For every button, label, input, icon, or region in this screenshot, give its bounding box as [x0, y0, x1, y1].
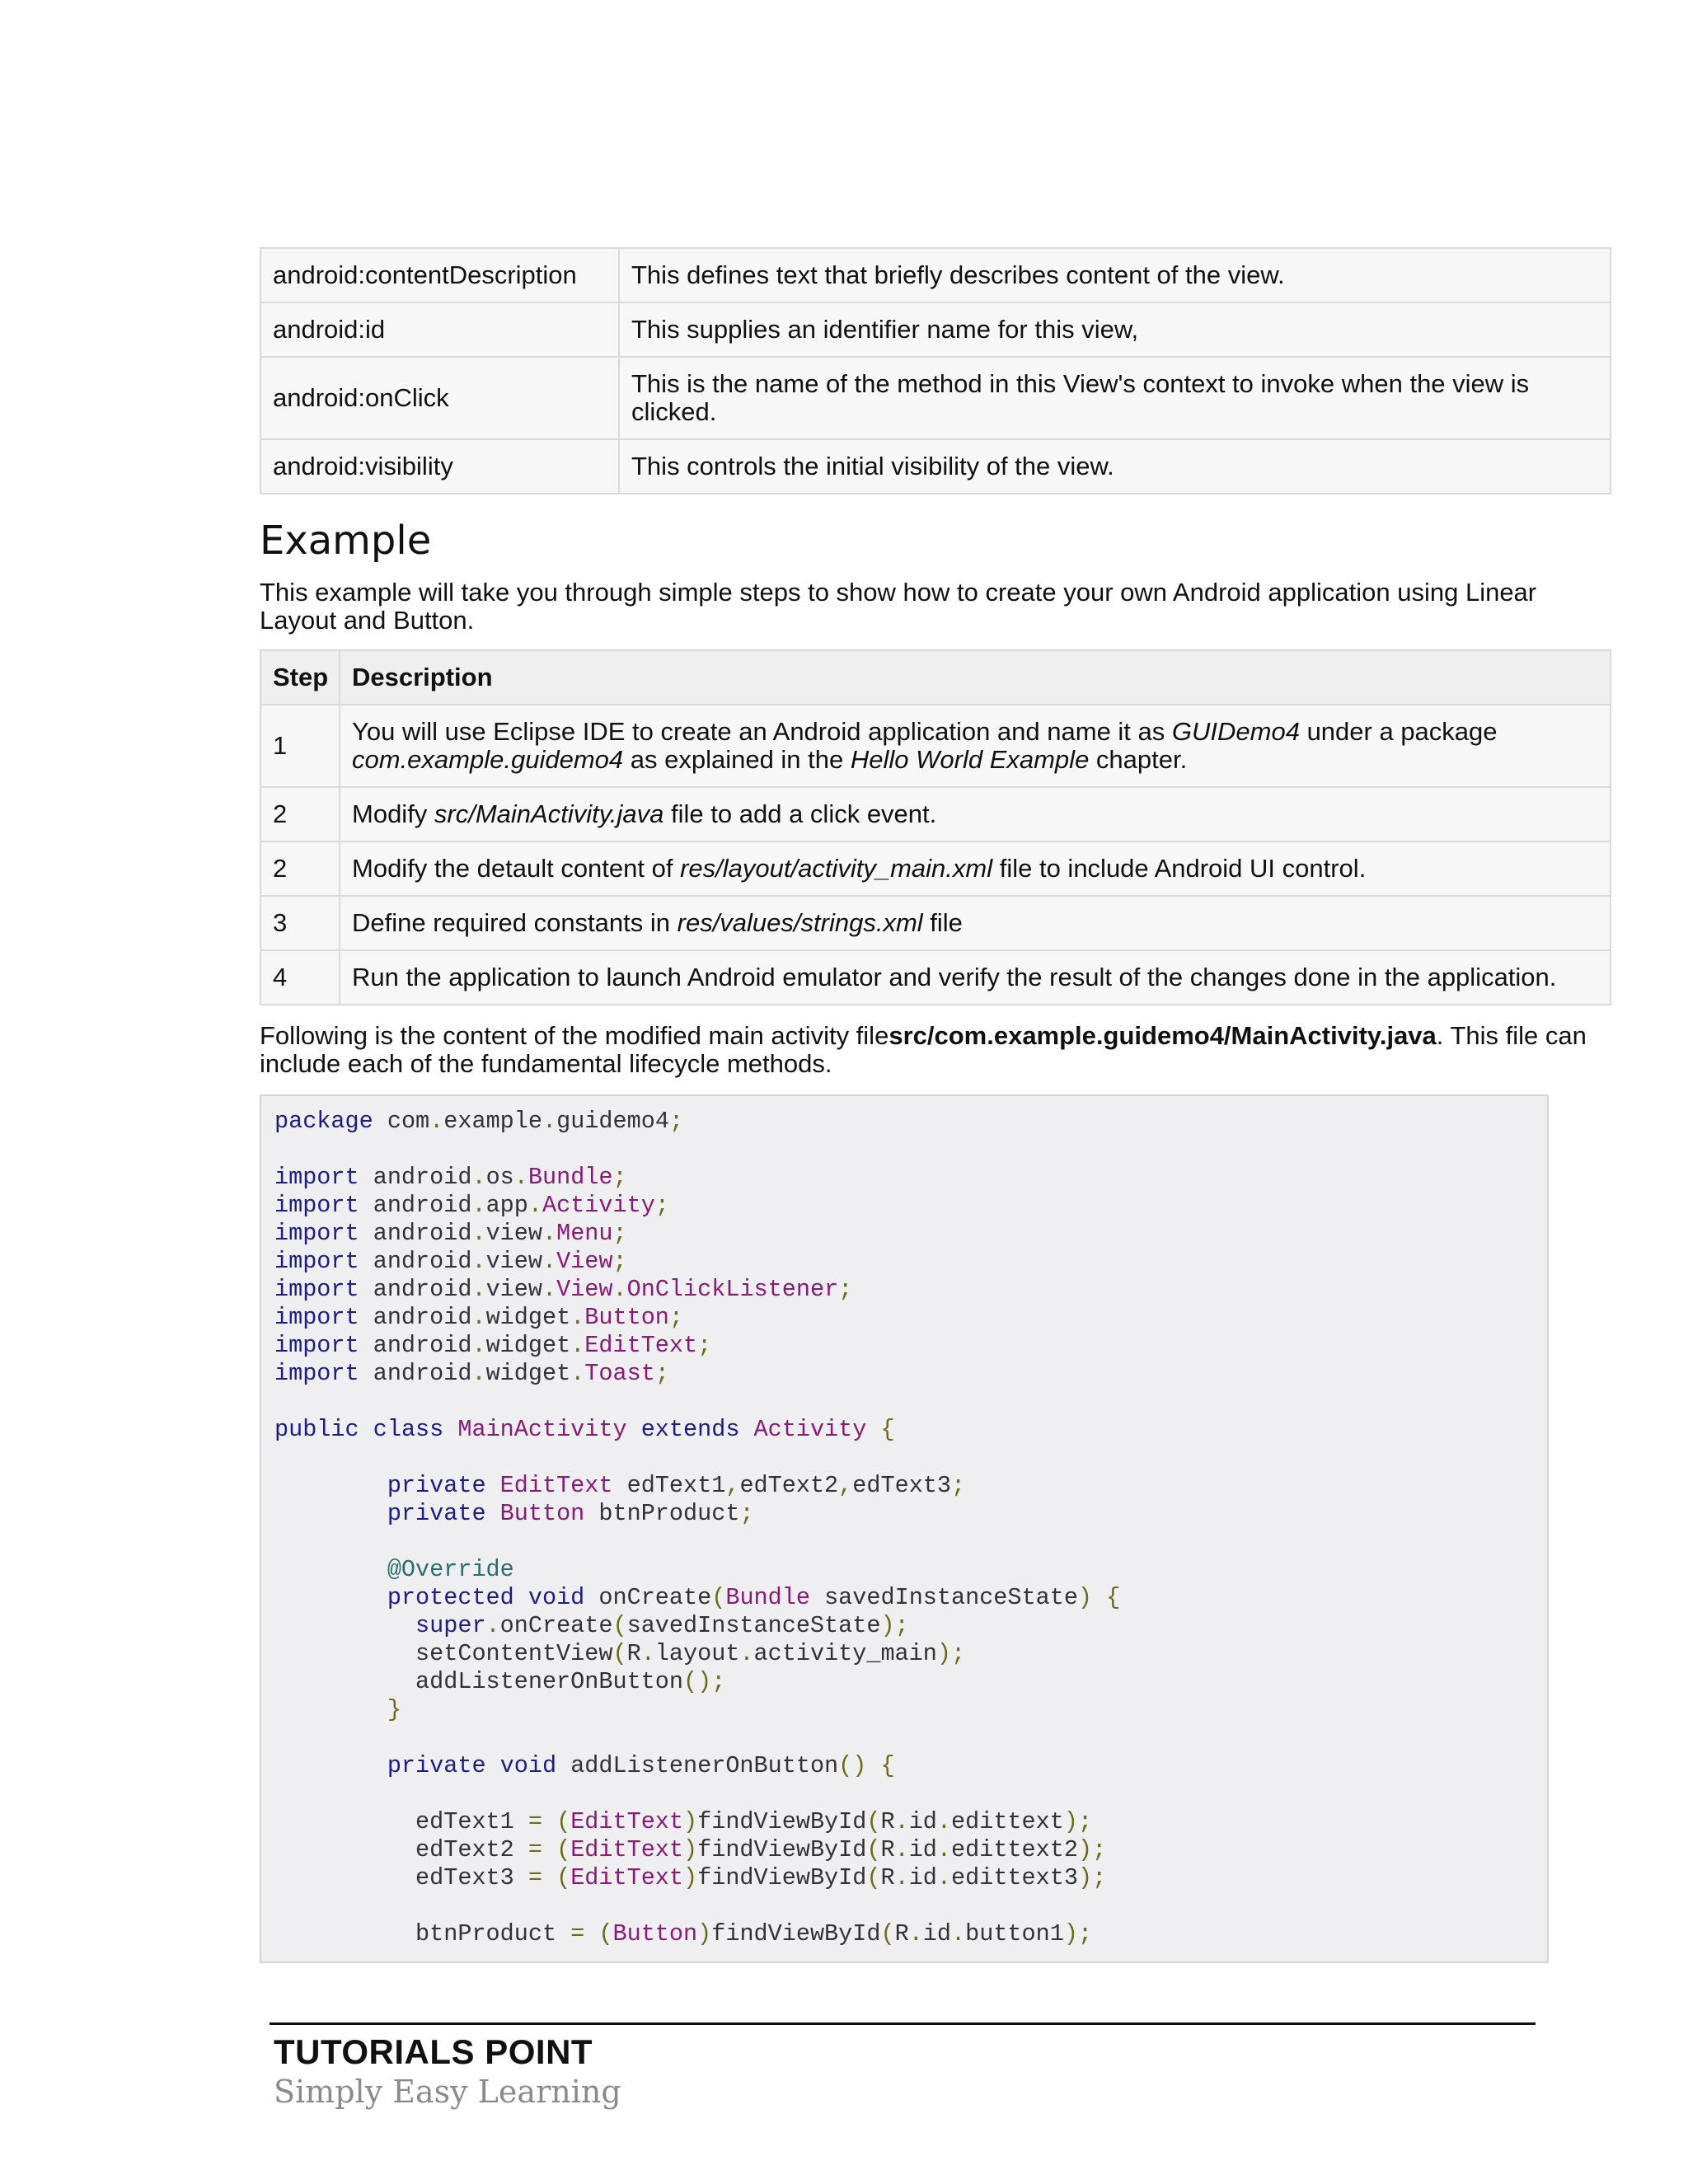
- code-line: [274, 1724, 1534, 1752]
- header-description: Description: [340, 650, 1611, 705]
- code-line: import android.widget.Button;: [274, 1304, 684, 1331]
- step-description: Define required constants in res/values/strings.xml file: [340, 896, 1611, 950]
- attr-desc: This supplies an identifier name for this view,: [619, 302, 1611, 357]
- step-number: 2: [260, 787, 340, 841]
- step-description: You will use Eclipse IDE to create an Android application and name it as GUIDemo4 under a package com.example.guidemo4 as explained in the Hello World Example chapter.: [340, 705, 1611, 787]
- code-line: [274, 1388, 1534, 1416]
- page-content: [260, 247, 1611, 1963]
- code-line: protected void onCreate(Bundle savedInstanceState) {: [387, 1584, 1121, 1611]
- attributes-table: [260, 247, 1611, 494]
- footer-brand: TUTORIALS POINT: [274, 2032, 593, 2071]
- file-path: src/com.example.guidemo4/MainActivity.java: [889, 1021, 1437, 1050]
- header-step: Step: [260, 650, 340, 705]
- table-row: [260, 705, 1611, 787]
- step-description: Run the application to launch Android emulator and verify the result of the changes done in the application.: [340, 950, 1611, 1005]
- table-row: [260, 439, 1611, 494]
- table-row: [260, 896, 1611, 950]
- code-line: edText2 = (EditText)findViewById(R.id.edittext2);: [274, 1836, 1107, 1863]
- table-row: [260, 841, 1611, 896]
- code-line: private void addListenerOnButton() {: [387, 1752, 895, 1779]
- code-line: [274, 1444, 1534, 1472]
- code-line: [274, 1780, 1534, 1808]
- step-number: 1: [260, 705, 340, 787]
- code-line: [274, 1892, 1534, 1920]
- code-intro-paragraph: Following is the content of the modified main activity filesrc/com.example.guidemo4/MainActivity.java. This file can include each of the fundamental lifecycle methods.: [260, 1021, 1587, 1078]
- intro-paragraph: This example will take you through simple steps to show how to create your own Android application using Linear Layout and Button.: [260, 578, 1537, 635]
- attr-desc: This defines text that briefly describes content of the view.: [619, 248, 1611, 302]
- code-line: setContentView(R.layout.activity_main);: [274, 1640, 966, 1667]
- step-number: 4: [260, 950, 340, 1005]
- table-row: [260, 248, 1611, 302]
- table-row: [260, 357, 1611, 439]
- section-heading: Example: [260, 518, 432, 564]
- table-row: [260, 302, 1611, 357]
- code-line: edText3 = (EditText)findViewById(R.id.edittext3);: [274, 1864, 1107, 1891]
- code-line: [274, 1528, 1534, 1556]
- attr-name: android:visibility: [260, 439, 619, 494]
- steps-table: [260, 649, 1611, 1005]
- step-description: Modify src/MainActivity.java file to add a click event.: [340, 787, 1611, 841]
- step-description: Modify the detault content of res/layout/activity_main.xml file to include Android UI control.: [340, 841, 1611, 896]
- table-row: [260, 950, 1611, 1005]
- code-line: super.onCreate(savedInstanceState);: [415, 1612, 909, 1639]
- code-line: import android.os.Bundle;: [274, 1164, 627, 1191]
- code-line: private EditText edText1,edText2,edText3;: [387, 1472, 966, 1499]
- code-line: import android.view.View;: [274, 1248, 627, 1275]
- table-header-row: [260, 650, 1611, 705]
- code-line: }: [387, 1696, 401, 1723]
- code-line: @Override: [387, 1556, 514, 1583]
- code-line: package com.example.guidemo4;: [274, 1108, 684, 1135]
- attr-desc: This controls the initial visibility of the view.: [619, 439, 1611, 494]
- step-number: 2: [260, 841, 340, 896]
- attr-name: android:contentDescription: [260, 248, 619, 302]
- code-line: import android.widget.EditText;: [274, 1332, 712, 1359]
- table-row: [260, 787, 1611, 841]
- code-line: edText1 = (EditText)findViewById(R.id.edittext);: [274, 1808, 1093, 1835]
- attr-desc: This is the name of the method in this View's context to invoke when the view is clicked.: [619, 357, 1611, 439]
- code-line: addListenerOnButton();: [274, 1668, 726, 1695]
- code-line: [274, 1136, 1534, 1164]
- step-number: 3: [260, 896, 340, 950]
- footer-tagline: Simply Easy Learning: [274, 2074, 621, 2110]
- attr-name: android:onClick: [260, 357, 619, 439]
- code-line: btnProduct = (Button)findViewById(R.id.button1);: [274, 1920, 1093, 1947]
- code-line: import android.view.View.OnClickListener;: [274, 1276, 853, 1303]
- code-line: import android.widget.Toast;: [274, 1360, 669, 1387]
- code-block: [260, 1094, 1549, 1963]
- code-line: private Button btnProduct;: [387, 1500, 754, 1527]
- code-line: import android.view.Menu;: [274, 1220, 627, 1247]
- attr-name: android:id: [260, 302, 619, 357]
- footer-divider: [270, 2022, 1536, 2025]
- code-line: public class MainActivity extends Activity {: [274, 1416, 895, 1443]
- code-line: import android.app.Activity;: [274, 1192, 669, 1219]
